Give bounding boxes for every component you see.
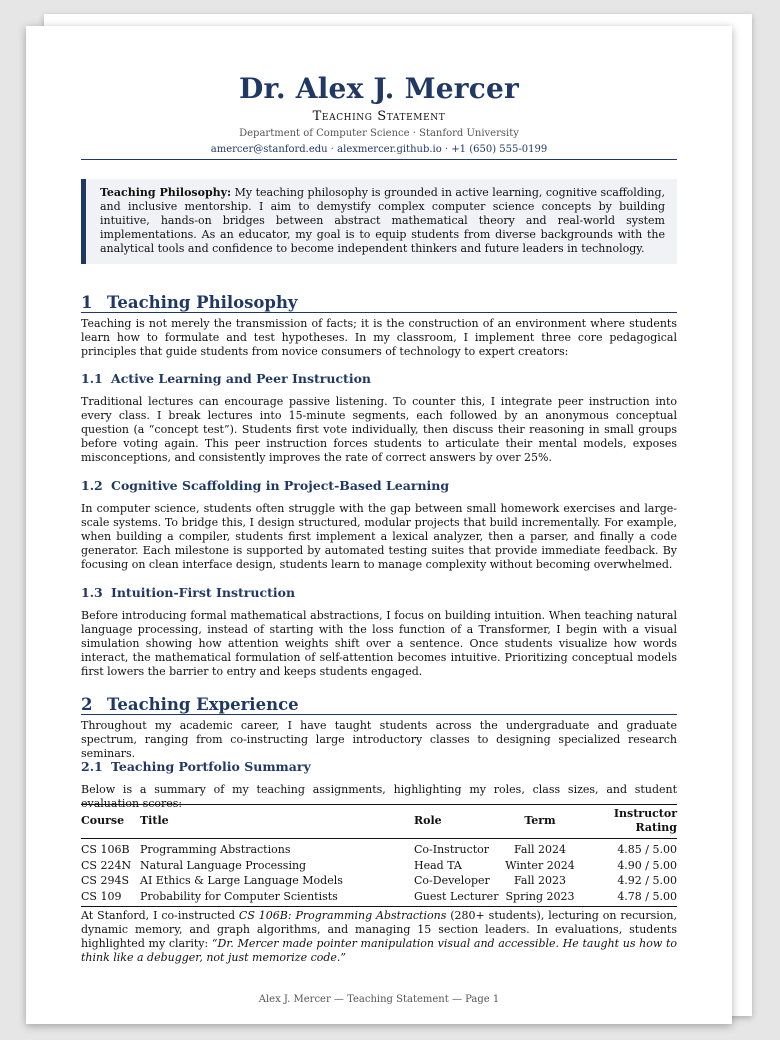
cell-rating: 4.92 / 5.00	[617, 874, 677, 887]
section-1-heading	[81, 294, 677, 313]
cell-course: CS 109	[81, 889, 140, 907]
cell-role: Co-Instructor	[414, 843, 490, 856]
cell-role: Head TA	[414, 858, 462, 872]
table-row	[81, 889, 677, 907]
header-term: Term	[504, 805, 576, 839]
subsection-number: 1.1	[81, 371, 103, 386]
subsection-2-1-heading	[81, 759, 677, 775]
cell-title: Programming Abstractions	[140, 843, 291, 856]
header-title: Title	[140, 805, 414, 839]
cell-rating: 4.78 / 5.00	[576, 889, 677, 907]
contact-separator: ·	[441, 144, 452, 155]
table-row	[81, 839, 677, 858]
subsection-1-2-text: In computer science, students often struggle with the gap between small homework exercises and large-scale systems. To bridge this, I design structured, modular projects that build incrementally. For example, when building a compiler, students first implement a lexical analyzer, then a parser, and finally a code generator. Each milestone is supported by automated testing suites that provide immediate feedback. By focusing on clean interface design, students learn to manage complexity without becoming overwhelmed.	[81, 502, 677, 571]
cell-rating: 4.90 / 5.00	[617, 858, 677, 872]
header-rule	[81, 159, 677, 160]
closing-paragraph: At Stanford, I co-instructed CS 106B: Programming Abstractions (280+ students), lecturing on recursion, dynamic memory, and graph algorithms, and managing 15 section leaders. In evaluations, students highlighted my clarity: “Dr. Mercer made pointer manipulation visual and accessible. He taught us how to think like a debugger, not just memorize code.”	[81, 909, 678, 964]
table-row	[81, 858, 677, 874]
subsection-title: Intuition-First Instruction	[111, 585, 296, 600]
subsection-1-1-text: Traditional lectures can encourage passive listening. To counter this, I integrate peer instruction into every class. I break lectures into 15-minute segments, each followed by an anonymous conceptual question (a “concept test”). Students first vote individually, then discuss their reasoning in small groups before voting again. This peer instruction forces students to articulate their mental models, exposes misconceptions, and consistently improves the rate of correct answers by over 25%.	[81, 395, 677, 464]
student-quote: “Dr. Mercer made pointer manipulation visual and accessible. He taught us how to think like a debugger, not just memorize code.”	[81, 937, 678, 964]
cell-term: Fall 2024	[514, 843, 566, 856]
subsection-number: 2.1	[81, 759, 103, 774]
section-title: Teaching Experience	[107, 695, 299, 714]
section-2-intro: Throughout my academic career, I have taught students across the undergraduate and graduate spectrum, ranging from co-instructing large introductory classes to designing specialized research seminars.	[81, 719, 677, 760]
section-number: 1	[81, 293, 93, 312]
phone-number: +1 (650) 555-0199	[451, 144, 548, 155]
callout-label: Teaching Philosophy:	[100, 186, 232, 199]
cell-course: CS 106B	[81, 843, 130, 856]
section-2-heading	[81, 696, 677, 715]
document-title: Teaching Statement	[312, 109, 446, 124]
email-link[interactable]: amercer@stanford.edu	[210, 144, 328, 155]
table-header-row	[81, 805, 677, 839]
cell-rating: 4.85 / 5.00	[617, 843, 677, 856]
section-1-intro: Teaching is not merely the transmission of facts; it is the construction of an environment where students learn how to formulate and test hypotheses. In my classroom, I implement three core pedagogical principles that guide students from novice consumers of technology to expert creators:	[81, 317, 677, 358]
subsection-1-3-heading	[81, 585, 677, 601]
table-row	[81, 873, 677, 889]
subsection-1-3-text: Before introducing formal mathematical abstractions, I focus on building intuition. When teaching natural language processing, instead of starting with the loss function of a Transformer, I begin with a visual simulation showing how attention weights shift over a sentence. Once students visualize how words interact, the mathematical formulation of self-attention becomes intuitive. Prioritizing conceptual models first lowers the barrier to entry and keeps students engaged.	[81, 609, 677, 678]
document-page	[26, 26, 732, 1024]
subsection-title: Cognitive Scaffolding in Project-Based Learning	[111, 478, 450, 493]
page-footer: Alex J. Mercer — Teaching Statement — Page 1	[258, 994, 500, 1005]
subsection-title: Active Learning and Peer Instruction	[111, 371, 372, 386]
portfolio-table-wrapper	[81, 804, 677, 907]
callout-text: My teaching philosophy is grounded in active learning, cognitive scaffolding, and inclusive mentorship. I aim to demystify complex computer science concepts by building intuitive, hands-on bridges between abstract mathematical theory and real-world system implementations. As an educator, my goal is to equip students from diverse backgrounds with the analytical tools and confidence to become independent thinkers and future leaders in technology.	[100, 186, 665, 255]
cell-role: Co-Developer	[414, 874, 490, 887]
cell-title: AI Ethics & Large Language Models	[140, 874, 343, 887]
header-rating: Instructor Rating	[576, 805, 677, 839]
subsection-number: 1.2	[81, 478, 103, 493]
contact-separator: ·	[327, 144, 338, 155]
cell-term: Winter 2024	[505, 858, 575, 872]
cell-term: Fall 2023	[514, 874, 566, 887]
website-link[interactable]: alexmercer.github.io	[337, 144, 442, 155]
subsection-number: 1.3	[81, 585, 103, 600]
subsection-title: Teaching Portfolio Summary	[111, 759, 311, 774]
header-role: Role	[414, 805, 504, 839]
department-line: Department of Computer Science · Stanford University	[239, 128, 519, 139]
subsection-2-1-intro: Below is a summary of my teaching assignments, highlighting my roles, class sizes, and student evaluation scores:	[81, 783, 677, 810]
cell-term: Spring 2023	[504, 889, 576, 907]
header-course: Course	[81, 805, 140, 839]
cell-role: Guest Lecturer	[414, 889, 504, 907]
course-name: CS 106B: Programming Abstractions	[238, 909, 447, 922]
cell-title: Natural Language Processing	[140, 858, 307, 872]
cell-course: CS 224N	[81, 858, 132, 872]
contact-line	[81, 144, 677, 155]
section-title: Teaching Philosophy	[107, 293, 298, 312]
portfolio-table	[81, 804, 677, 907]
section-number: 2	[81, 695, 93, 714]
philosophy-callout	[81, 179, 677, 264]
cell-title: Probability for Computer Scientists	[140, 889, 414, 907]
subsection-1-1-heading	[81, 371, 677, 387]
author-name: Dr. Alex J. Mercer	[239, 72, 519, 105]
subsection-1-2-heading	[81, 478, 677, 494]
cell-course: CS 294S	[81, 874, 129, 887]
